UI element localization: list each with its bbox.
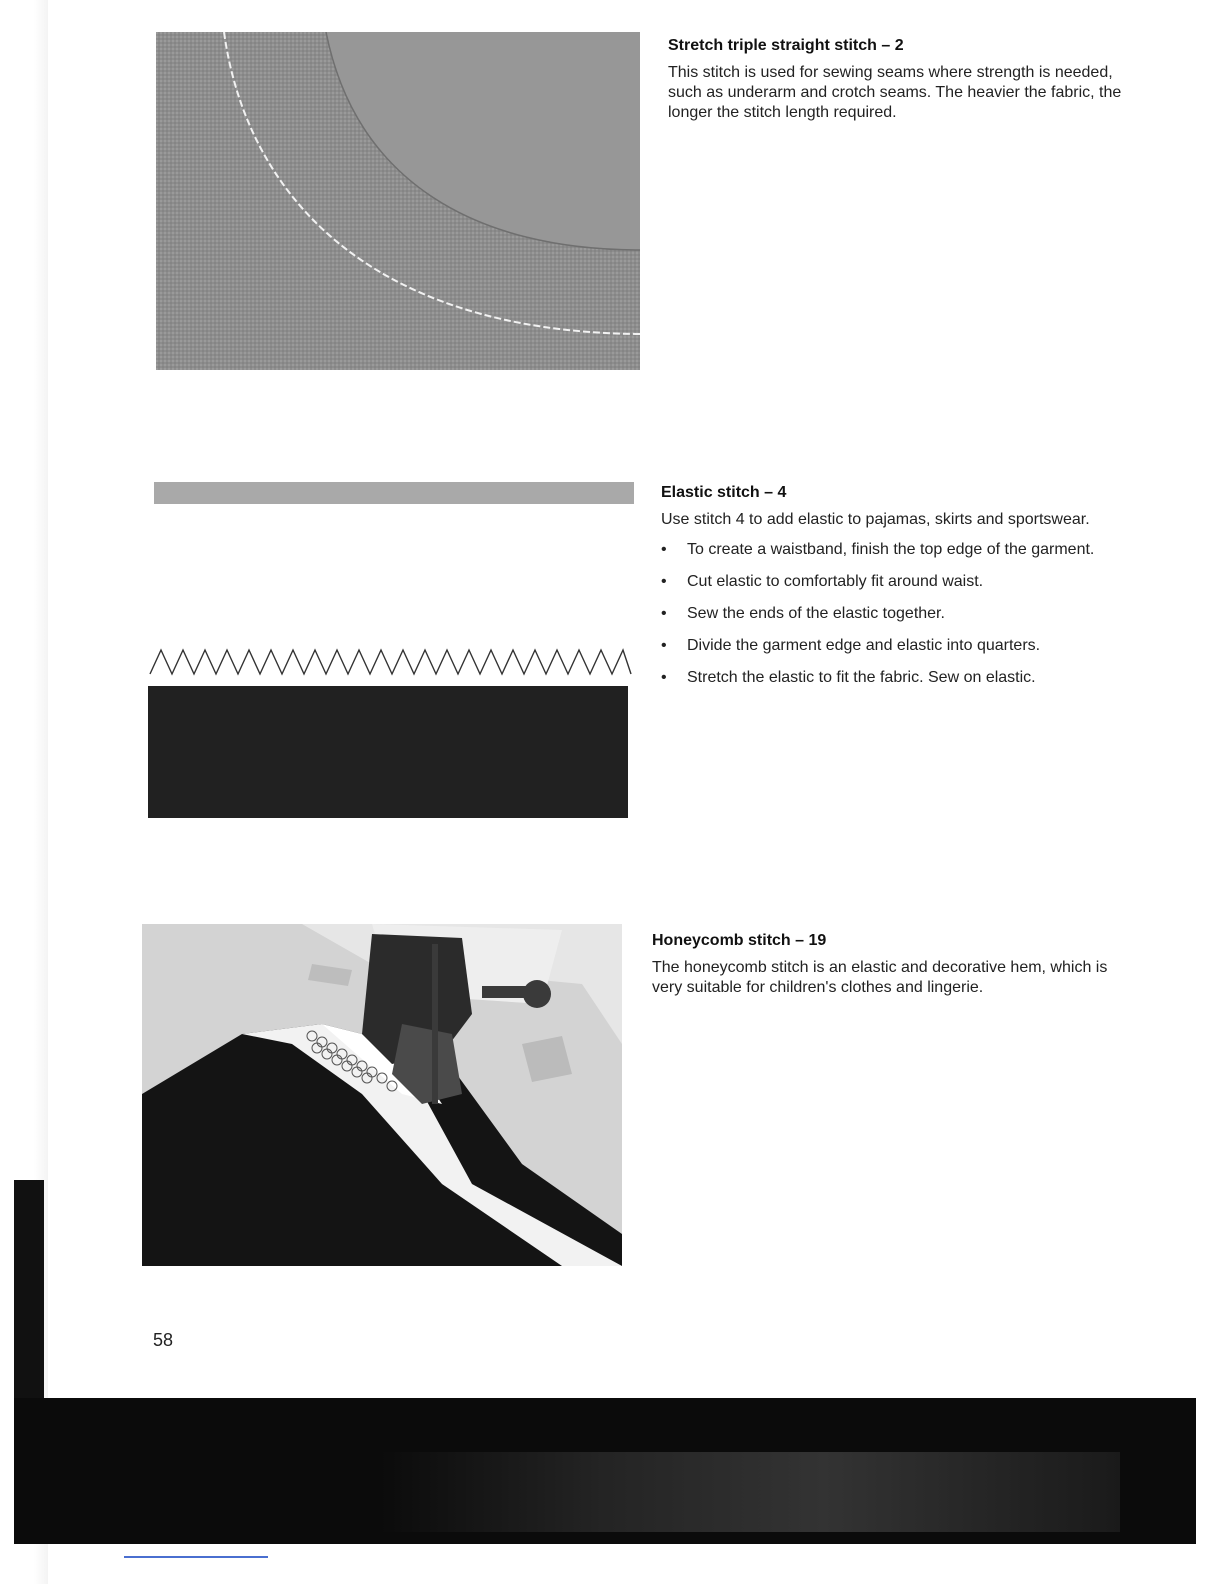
section-elastic-stitch: [661, 484, 1151, 700]
page-number: 58: [153, 1330, 174, 1350]
list-item: • Divide the garment edge and elastic into quarters.: [661, 637, 1041, 654]
stretch-stitch-photo: [156, 32, 640, 370]
list-item: • Cut elastic to comfortably fit around waist.: [661, 573, 984, 590]
bullet-icon: •: [661, 573, 667, 590]
scan-shadow-texture: [380, 1452, 1120, 1532]
elastic-stitch-photo: [148, 478, 634, 820]
bullet-icon: •: [661, 605, 667, 622]
section-body: This stitch is used for sewing seams where strength is needed, such as underarm and crotch seams. The heavier the fabric, the longer the stitch length required.: [668, 64, 1122, 121]
bullet-icon: •: [661, 637, 667, 654]
section-title: Elastic stitch – 4: [661, 484, 787, 501]
section-title: Stretch triple straight stitch – 2: [668, 37, 904, 54]
section-honeycomb-stitch: [652, 932, 1112, 998]
section-body: Use stitch 4 to add elastic to pajamas, skirts and sportswear.: [661, 511, 1090, 528]
scan-shadow-left: [14, 1180, 44, 1400]
list-item: • Stretch the elastic to fit the fabric. Sew on elastic.: [661, 669, 1036, 686]
list-item: • Sew the ends of the elastic together.: [661, 605, 945, 622]
list-item: • To create a waistband, finish the top edge of the garment.: [661, 541, 1095, 558]
scan-artifact-line: [124, 1556, 268, 1558]
bullet-icon: •: [661, 669, 667, 686]
section-title: Honeycomb stitch – 19: [652, 932, 827, 949]
bullet-icon: •: [661, 541, 667, 558]
bullet-list: [661, 540, 1151, 687]
section-body: The honeycomb stitch is an elastic and decorative hem, which is very suitable for children's clothes and lingerie.: [652, 959, 1108, 996]
section-stretch-triple: [668, 37, 1148, 123]
honeycomb-stitch-photo: [142, 924, 622, 1266]
